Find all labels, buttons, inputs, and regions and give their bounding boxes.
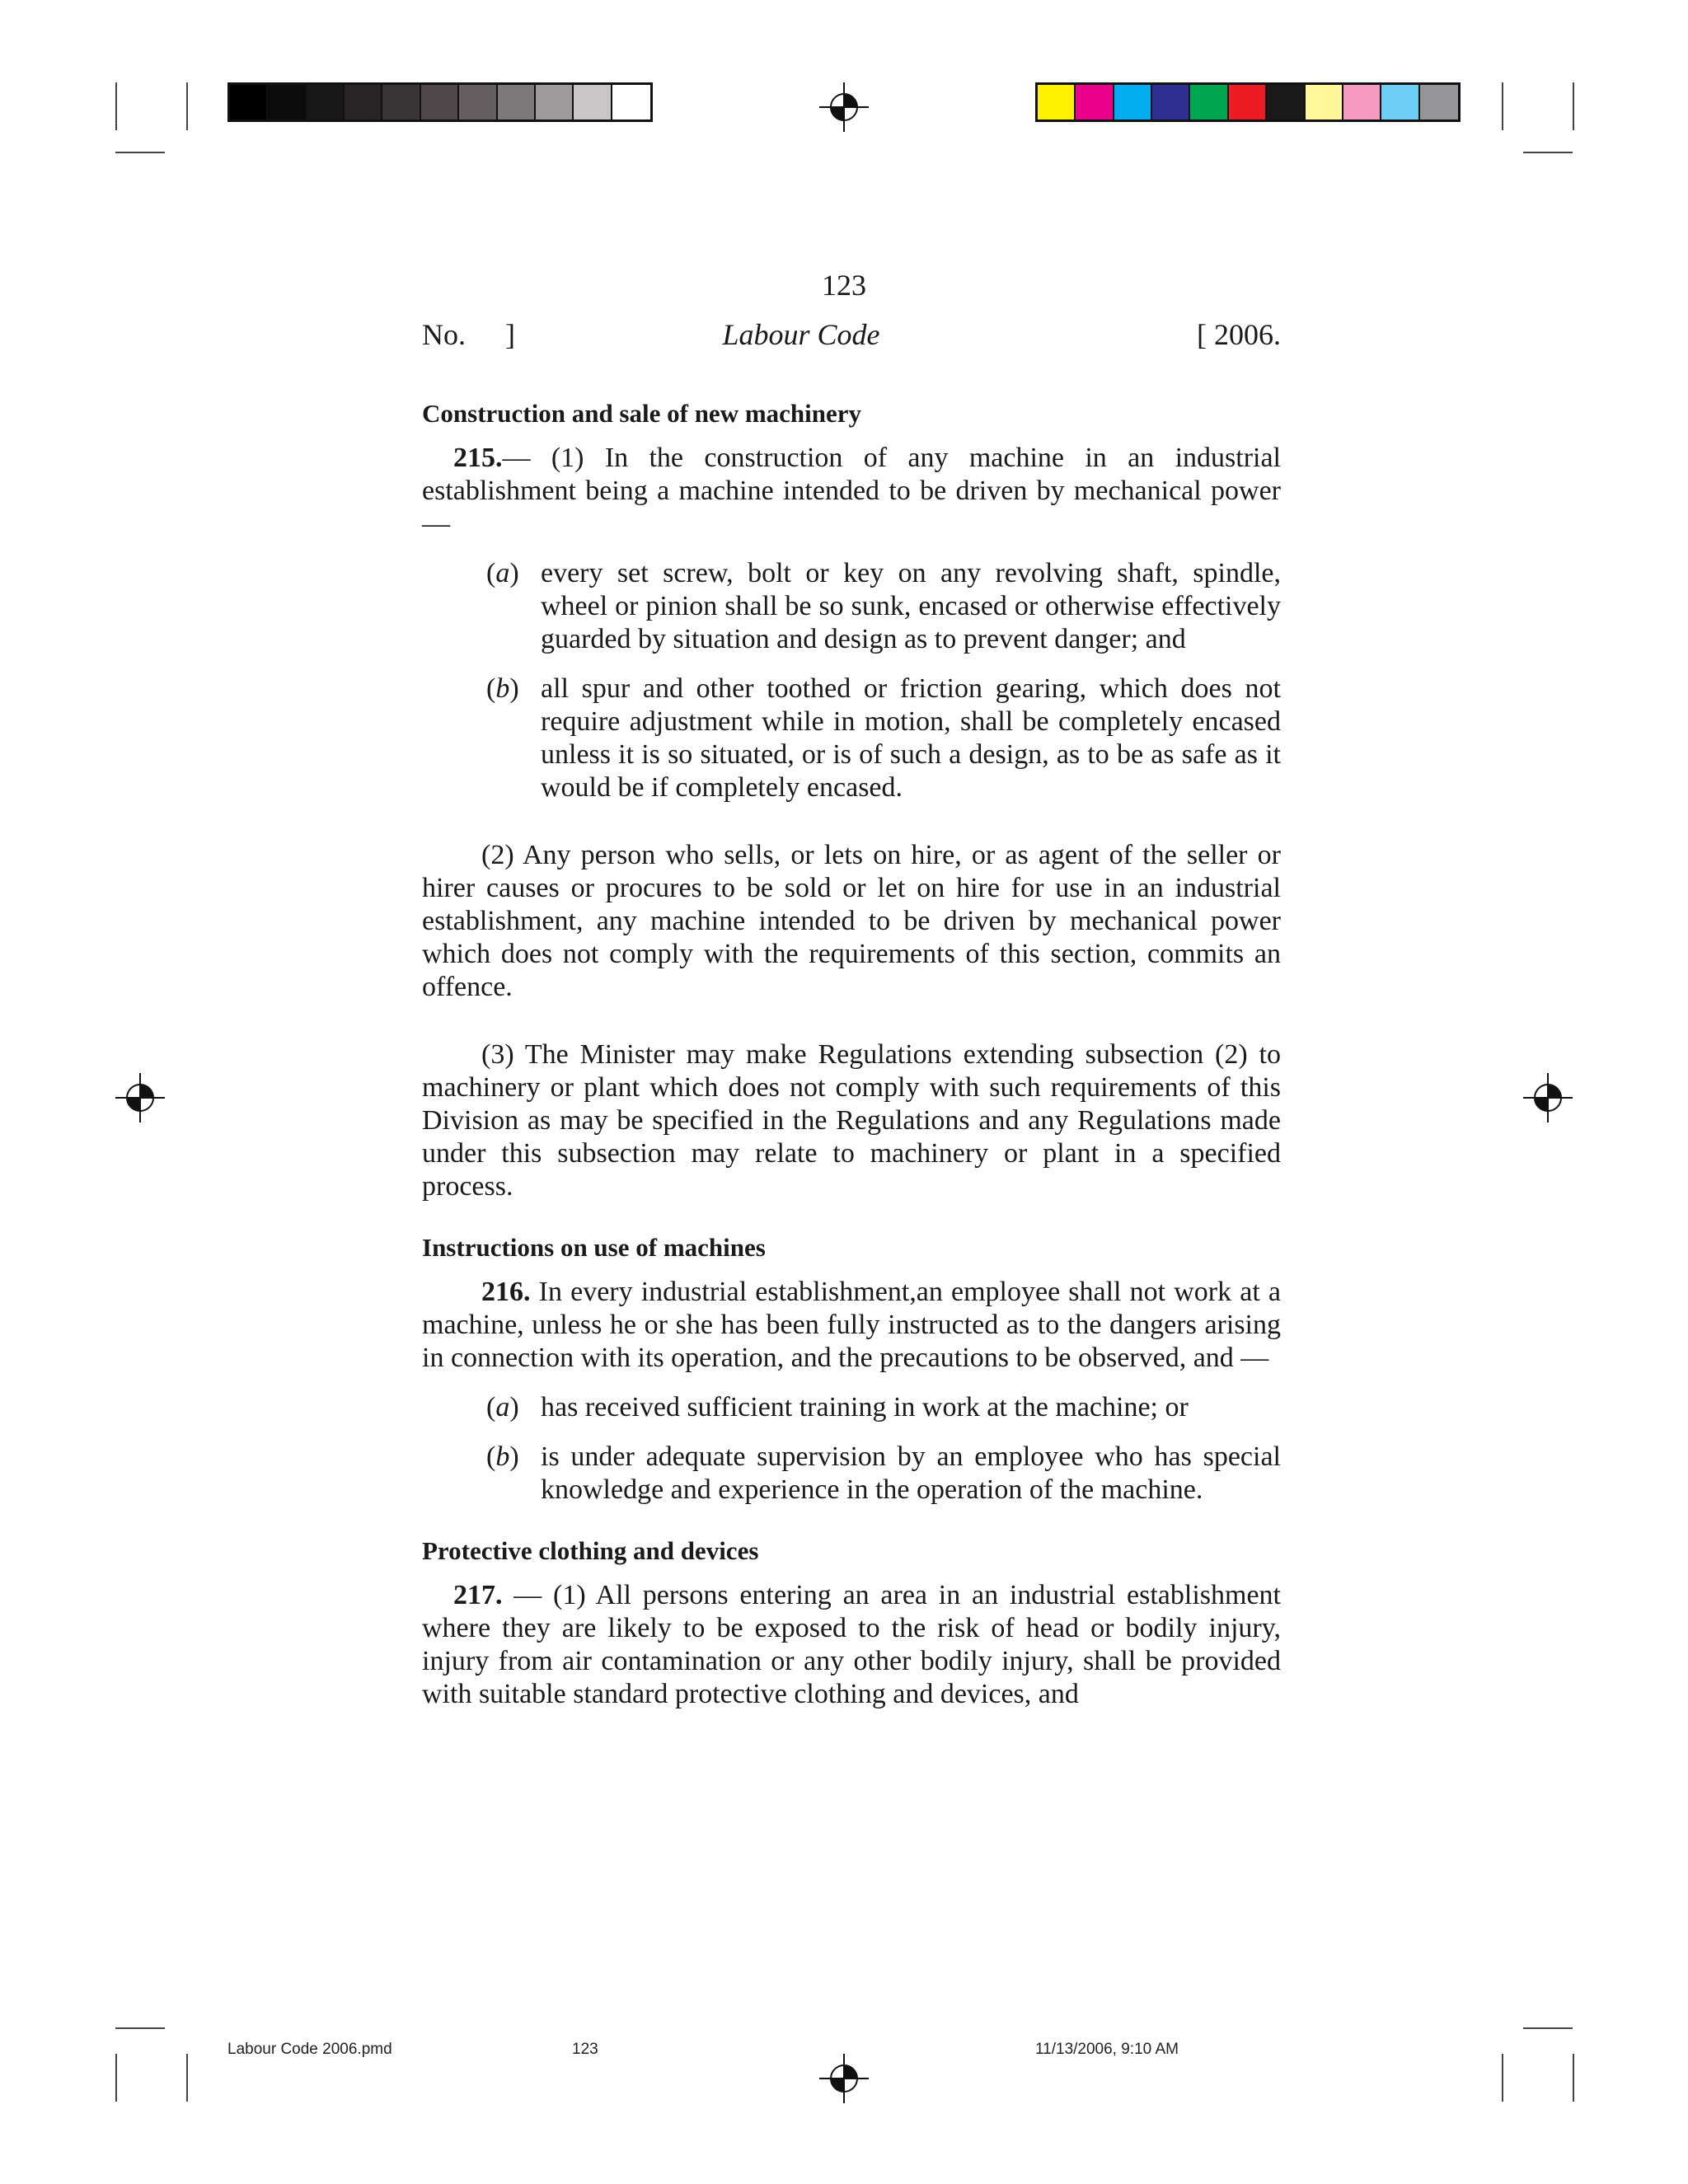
crop-mark [115,82,117,130]
swatch [307,85,345,120]
list-item: (b) all spur and other toothed or friction gearing, which does not require adjustment while in motion, shall be completely encased unless it is so situated, or is of such a design, as to be as safe as it would be if completely encased. [486,673,1281,803]
swatch [421,85,459,120]
footer-page: 123 [572,2041,598,2058]
swatch [1381,85,1419,120]
swatch [1267,85,1305,120]
swatch [1152,85,1190,120]
swatch [459,85,497,120]
crop-mark [186,82,188,130]
list-item-text: all spur and other toothed or friction gearing, which does not require adjustment while in motion, shall be completely encased unless it is so situated, or is of such a design, as to be as safe as it would be if completely encased. [541,673,1281,803]
crop-mark [1502,2054,1503,2102]
swatch [1420,85,1458,120]
crop-mark [1573,82,1574,130]
section-215-para-1: 215.— (1) In the construction of any machine in an industrial establishment being a machine intended to be driven by mechanical power — [422,443,1281,539]
list-item-text: has received sufficient training in work at the machine; or [541,1392,1189,1422]
page-body [422,396,1281,1711]
swatch [536,85,574,120]
crop-mark [1502,82,1503,130]
swatch [268,85,306,120]
footer-datetime: 11/13/2006, 9:10 AM [1035,2041,1179,2058]
section-number: 216. [481,1277,531,1307]
header-bracket: ] [505,318,515,351]
crop-mark [115,152,165,153]
section-217-para-1: 217. — (1) All persons entering an area in an industrial establishment where they are likely to be exposed to the risk of head or bodily injury, injury from air contamination or any other bodily injury, shall be provided with suitable standard protective clothing and devices, and [422,1580,1281,1709]
swatch [230,85,268,120]
crop-mark [1573,2054,1574,2102]
swatch [574,85,612,120]
swatch [612,85,650,120]
section-number: 215. [453,443,503,473]
section-217-heading: Protective clothing and devices [422,1536,759,1565]
swatch [382,85,420,120]
swatch [1190,85,1228,120]
registration-target-icon [1523,1073,1573,1122]
list-item-text: every set screw, bolt or key on any revolving shaft, spindle, wheel or pinion shall be so sunk, encased or otherwise effectively guarded by situation and design as to prevent danger; and [541,558,1281,654]
swatch [1306,85,1343,120]
list-item-text: is under adequate supervision by an employee who has special knowledge and experience in the operation of the machine. [541,1441,1281,1505]
crop-mark [115,2054,117,2102]
swatch [1229,85,1267,120]
header-year: [ 2006. [1197,318,1281,351]
swatch [498,85,536,120]
registration-target-icon [115,1073,165,1122]
color-calibration-bar [1035,82,1461,122]
crop-mark [186,2054,188,2102]
footer-filename: Labour Code 2006.pmd [227,2041,392,2058]
swatch [345,85,382,120]
gray-calibration-bar [227,82,653,122]
header-no-label: No. [422,318,466,351]
section-number: 217. [453,1580,503,1610]
swatch [1343,85,1381,120]
section-216-heading: Instructions on use of machines [422,1233,766,1262]
swatch [1114,85,1152,120]
section-215-para-3: (3) The Minister may make Regulations extending subsection (2) to machinery or plant which does not comply with such requirements of this Division as may be specified in the Regulations and any Regulations made under this subsection may relate to machinery or plant in a specified process. [422,1039,1281,1202]
crop-mark [1523,152,1573,153]
list-item: (a) has received sufficient training in work at the machine; or [422,1391,1281,1424]
crop-mark [115,2027,165,2029]
swatch [1076,85,1114,120]
swatch [1038,85,1076,120]
header-title: Labour Code [722,318,880,351]
page-number: 123 [822,269,866,302]
list-item: (b) is under adequate supervision by an employee who has special knowledge and experience in the operation of the machine. [486,1441,1281,1505]
list-item: (a) every set screw, bolt or key on any revolving shaft, spindle, wheel or pinion shall be so sunk, encased or otherwise effectively guarded by situation and design as to prevent danger; and [486,558,1281,654]
registration-target-icon [819,82,869,132]
registration-target-icon [819,2054,869,2103]
section-215-heading: Construction and sale of new machinery [422,399,862,428]
crop-mark [1523,2027,1573,2029]
section-215-para-2: (2) Any person who sells, or lets on hire, or as agent of the seller or hirer causes or procures to be sold or let on hire for use in an industrial establishment, any machine intended to be driven by mechanical power which does not comply with the requirements of this section, commits an offence. [422,840,1281,1002]
section-216-para-1: 216. In every industrial establishment,an employee shall not work at a machine, unless he or she has been fully instructed as to the dangers arising in connection with its operation, and the precautions to be observed, and — [422,1277,1281,1373]
